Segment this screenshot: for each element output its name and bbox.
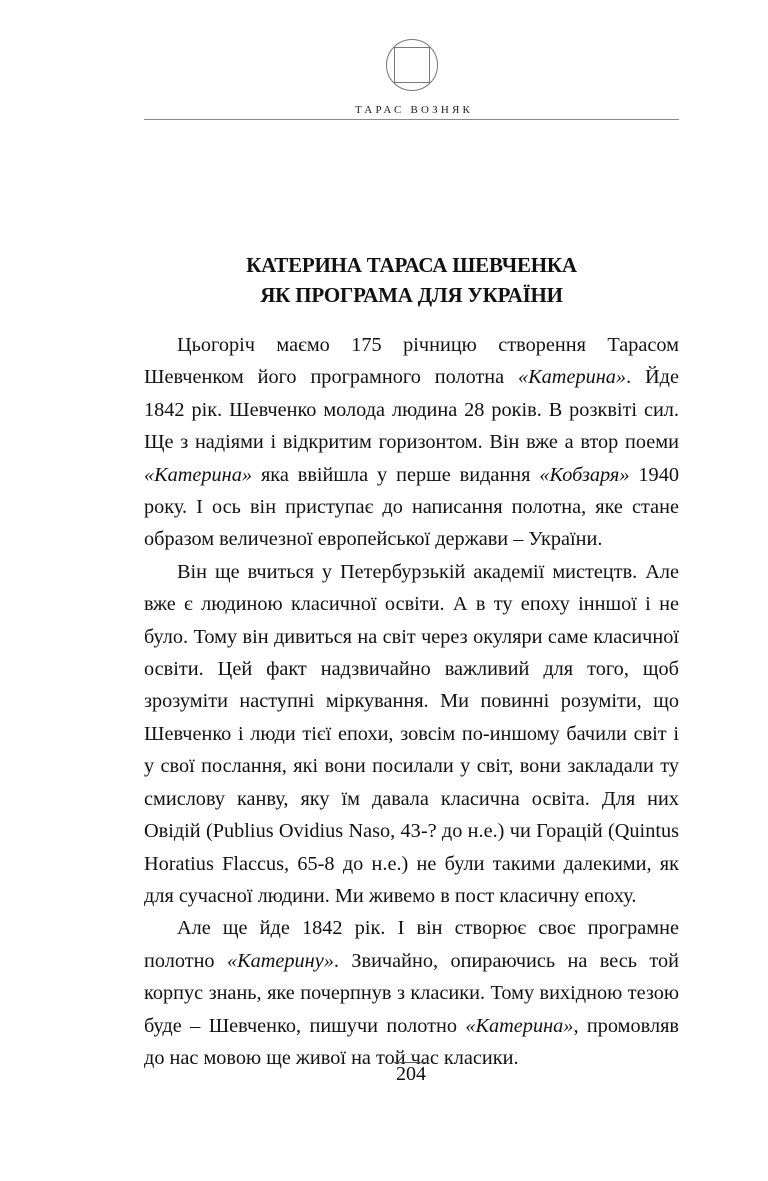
running-head-author: ТАРАС ВОЗНЯК (354, 104, 474, 116)
paragraph-3 (144, 912, 679, 1074)
article-body (144, 329, 679, 1074)
text-span: Цьогоріч маємо 175 річницю створення Тарасом Шевченком його програмного полотна (144, 334, 679, 389)
italic-title: «Катерина» (465, 1014, 574, 1037)
header-rule (144, 119, 679, 120)
text-span: Він ще вчиться у Петербурзькій академії мистецтв. Але вже є людиною класичної освіти. А в ту епоху інншої і не було. Тому він дивиться на світ через окуляри саме класичної освіти. Цей факт надзвичайно важливий для того, щоб зрозуміти наступні міркування. Ми повинні розуміти, що Шевченко і люди тієї епохи, зовсім по-иншому бачили світ і у свої послання, які вони посилали у світ, вони закладали ту смислову канву, яку їм давала класична освіта. Для них Овідій (Publius Ovidius Naso, 43-? до н.е.) чи Горацій (Quintus Horatius Flaccus, 65-8 до н.е.) не були такими далекими, як для сучасної людини. Ми живемо в пост класичну епоху. (144, 560, 679, 907)
article-title (144, 250, 679, 310)
paragraph-2 (144, 556, 679, 912)
italic-title: «Катерина» (518, 366, 627, 389)
text-span: . Звичайно, опираючись на весь той корпус знань, яке почерпнув з класики. Тому вихідною тезою буде – Шевченко, пишучи полотно (144, 949, 679, 1037)
text-span: яка ввійшла у перше видання (252, 463, 540, 486)
paragraph-1 (144, 329, 679, 556)
text-span: 1940 року. І ось він приступає до написання полотна, яке стане образом величезної европейської держави – України. (144, 463, 679, 551)
italic-title: «Катерина» (144, 463, 253, 486)
page-number-container (0, 1062, 768, 1085)
text-span: . Йде 1842 рік. Шевченко молода людина 28 років. В розквіті сил. Ще з надіями і відкритим горизонтом. Він вже а втор поеми (144, 366, 680, 454)
italic-title: «Катерину» (226, 949, 334, 972)
page-number: 204 (396, 1063, 426, 1085)
text-span: , промовляв до нас мовою ще живої на той час класики. (144, 1014, 679, 1069)
circle-square-emblem-icon (385, 38, 439, 92)
italic-title: «Кобзаря» (539, 463, 630, 486)
title-line-1: КАТЕРИНА ТАРАСА ШЕВЧЕНКА (246, 253, 577, 277)
text-span: Але ще йде 1842 рік. І він створює своє програмне полотно (144, 917, 679, 972)
title-line-2: ЯК ПРОГРАМА ДЛЯ УКРАЇНИ (260, 283, 563, 307)
